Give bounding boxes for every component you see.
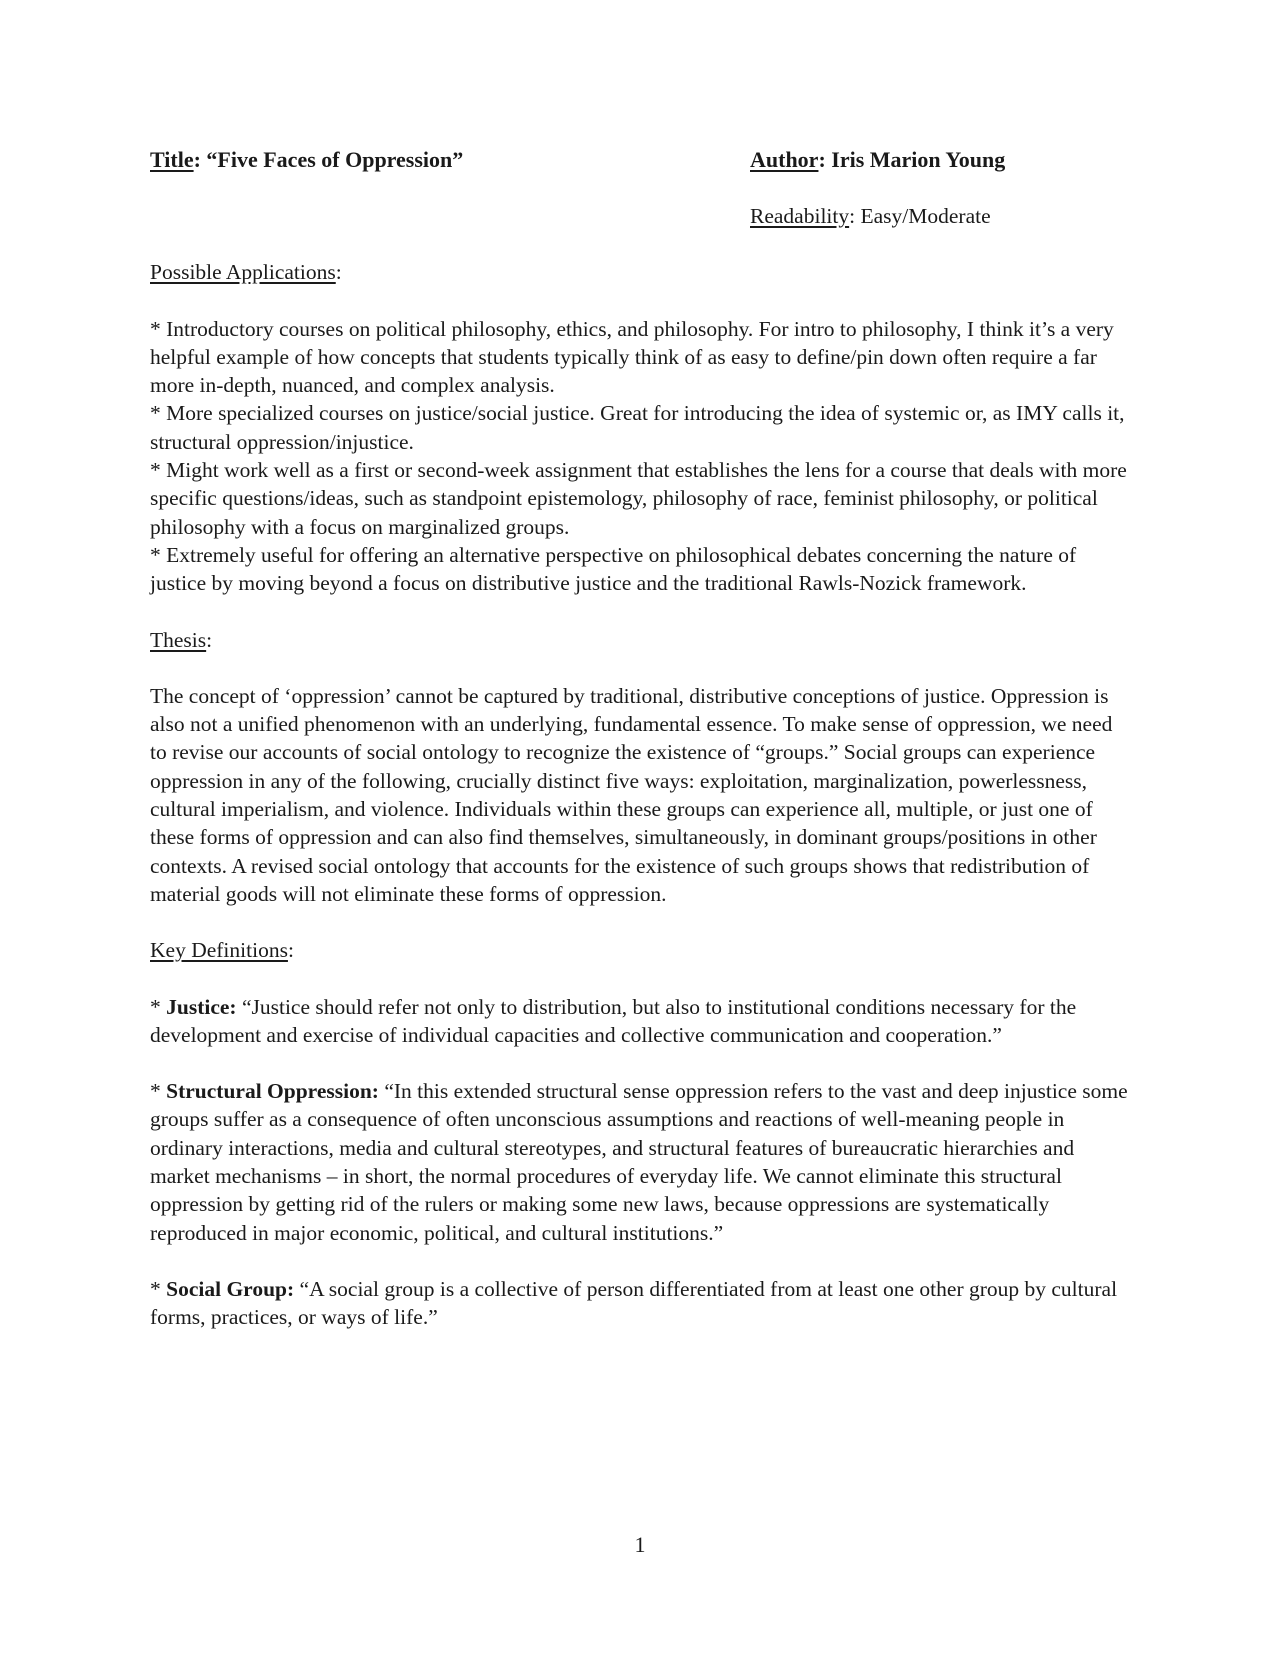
applications-list (150, 315, 1130, 598)
author-name: Iris Marion Young (831, 147, 1006, 172)
author-separator: : (818, 147, 832, 172)
thesis-heading: Thesis (150, 627, 207, 652)
author-line (750, 146, 1005, 174)
title-label: Title (150, 147, 194, 172)
definition-text: “In this extended structural sense oppression refers to the vast and deep injustice some groups suffer as a consequence of often unconscious assumptions and reactions of well-meaning people in ordinary interactions, media and cultural stereotypes, and structural features of bureaucratic hierarchies and market mechanisms – in short, the normal procedures of everyday life. We cannot eliminate this structural oppression by getting rid of the rulers or making some new laws, because oppressions are systematically reproduced in major economic, political, and cultural institutions.” (150, 1079, 1128, 1245)
definition-text: “A social group is a collective of person differentiated from at least one other group by cultural forms, practices, or ways of life.” (150, 1276, 1118, 1330)
definition-justice (150, 993, 1130, 1050)
readability-label: Readability (750, 204, 850, 228)
definition-social-group (150, 1275, 1130, 1332)
thesis-heading-line: Thesis: (150, 627, 213, 652)
definition-bullet: * (150, 1079, 167, 1104)
thesis-paragraph: The concept of ‘oppression’ cannot be captured by traditional, distributive conceptions of justice. Oppression is also not a unified phenomenon with an underlying, fundamental essence. To make sense of oppression, we need to revise our accounts of social ontology to recognize the existence of “groups.” Social groups can experience oppression in any of the following, crucially distinct five ways: exploitation, marginalization, powerlessness, cultural imperialism, and violence. Individuals within these groups can experience all, multiple, or just one of these forms of oppression and can also find themselves, simultaneously, in dominant groups/positions in other contexts. A revised social ontology that accounts for the existence of such groups shows that redistribution of material goods will not eliminate these forms of oppression. (150, 683, 1113, 906)
definition-term: Social Group: (166, 1276, 295, 1301)
definition-term: Structural Oppression: (166, 1079, 379, 1104)
document-page (150, 146, 1130, 1332)
document-title: “Five Faces of Oppression” (206, 147, 464, 172)
definition-text: “Justice should refer not only to distribution, but also to institutional conditions necessary for the development and exercise of individual capacities and collective communication and cooperation.” (150, 994, 1077, 1047)
readability-separator: : (849, 204, 861, 228)
definition-term: Justice: (166, 994, 237, 1019)
title-line (150, 146, 463, 174)
readability-line (150, 202, 1130, 230)
readability-value: Easy/Moderate (860, 204, 991, 228)
definitions-heading-line: Key Definitions: (150, 938, 294, 963)
application-item: * Introductory courses on political philosophy, ethics, and philosophy. For intro to philosophy, I think it’s a very helpful example of how concepts that students typically think of as easy to define/pin down often require a far more in-depth, nuanced, and complex analysis. (150, 316, 1114, 398)
application-item: * More specialized courses on justice/social justice. Great for introducing the idea of systemic or, as IMY calls it, structural oppression/injustice. (150, 401, 1125, 454)
definitions-heading: Key Definitions (150, 938, 288, 963)
definition-structural-oppression (150, 1077, 1130, 1247)
definition-bullet: * (150, 1276, 167, 1301)
applications-heading-line: Possible Applications: (150, 260, 342, 285)
page-number: 1 (634, 1532, 646, 1557)
applications-heading: Possible Applications (150, 260, 336, 285)
application-item: * Extremely useful for offering an alternative perspective on philosophical debates concerning the nature of justice by moving beyond a focus on distributive justice and the traditional Rawls-Nozick framework. (150, 542, 1077, 596)
author-label: Author (750, 147, 819, 172)
header-row (150, 146, 1130, 174)
title-separator: : (193, 147, 207, 172)
definition-bullet: * (150, 994, 167, 1019)
application-item: * Might work well as a first or second-week assignment that establishes the lens for a course that deals with more specific questions/ideas, such as standpoint epistemology, philosophy of race, feminist philosophy, or political philosophy with a focus on marginalized groups. (150, 458, 1127, 539)
